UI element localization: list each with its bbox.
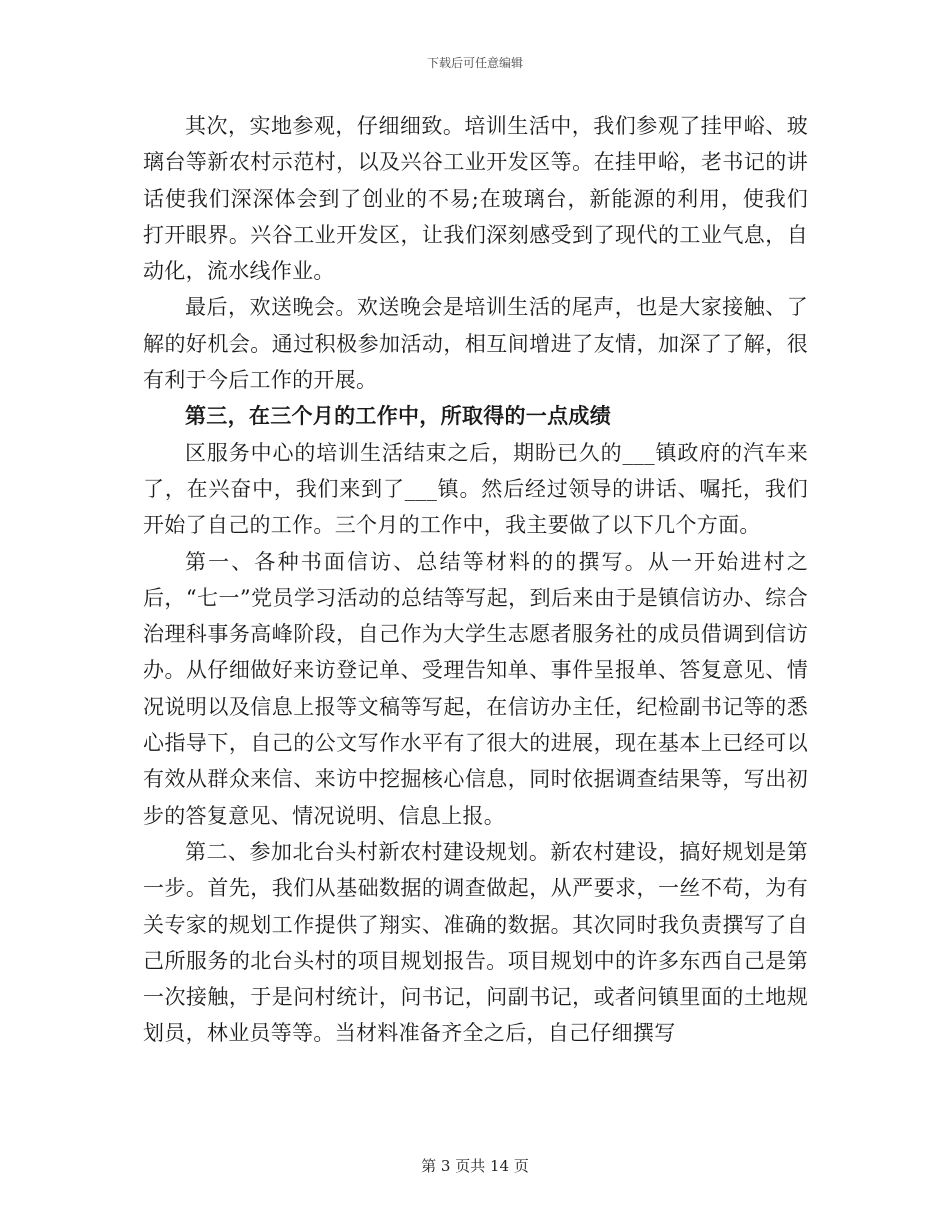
section-heading-achievements: 第三，在三个月的工作中，所取得的一点成绩 (185, 403, 611, 429)
paragraph-village-planning: 第二、参加北台头村新农村建设规划。新农村建设，搞好规划是第一步。首先，我们从基础数据的调查做起，从严要求，一丝不苟，为有关专家的规划工作提供了翔实、准确的数据。其次同时我负责撰写了自己所服务的北台头村的项目规划报告。项目规划中的许多东西自己是第一次接触，于是问村统计，问书记，问副书记，或者问镇里面的土地规划员，林业员等等。当材料准备齐全之后，自己仔细撰写 (143, 839, 808, 1046)
paragraph-arrival: 区服务中心的培训生活结束之后，期盼已久的___镇政府的汽车来了，在兴奋中，我们来到了___镇。然后经过领导的讲话、嘱托，我们开始了自己的工作。三个月的工作中，我主要做了以下几个方面。 (143, 440, 808, 538)
page-header: 下载后可任意编辑 (426, 56, 523, 70)
page-number: 第 3 页共 14 页 (421, 1157, 529, 1175)
paragraph-visits: 其次，实地参观，仔细细致。培训生活中，我们参观了挂甲峪、玻璃台等新农村示范村，以及兴谷工业开发区等。在挂甲峪，老书记的讲话使我们深深体会到了创业的不易;在玻璃台，新能源的利用，使我们打开眼界。兴谷工业开发区，让我们深刻感受到了现代的工业气息，自动化，流水线作业。 (143, 114, 808, 284)
paragraph-farewell-party: 最后，欢送晚会。欢送晚会是培训生活的尾声，也是大家接触、了解的好机会。通过积极参加活动，相互间增进了友情，加深了了解，很有利于今后工作的开展。 (143, 295, 808, 393)
document-body (143, 108, 808, 1052)
paragraph-writing-materials: 第一、各种书面信访、总结等材料的的撰写。从一开始进村之后，“七一”党员学习活动的总结等写起，到后来由于是镇信访办、综合治理科事务高峰阶段，自己作为大学生志愿者服务社的成员借调到信访办。从仔细做好来访登记单、受理告知单、事件呈报单、答复意见、情况说明以及信息上报等文稿等写起，在信访办主任，纪检副书记等的悉心指导下，自己的公文写作水平有了很大的进展，现在基本上已经可以有效从群众来信、来访中挖掘核心信息，同时依据调查结果等，写出初步的答复意见、情况说明、信息上报。 (143, 549, 808, 828)
